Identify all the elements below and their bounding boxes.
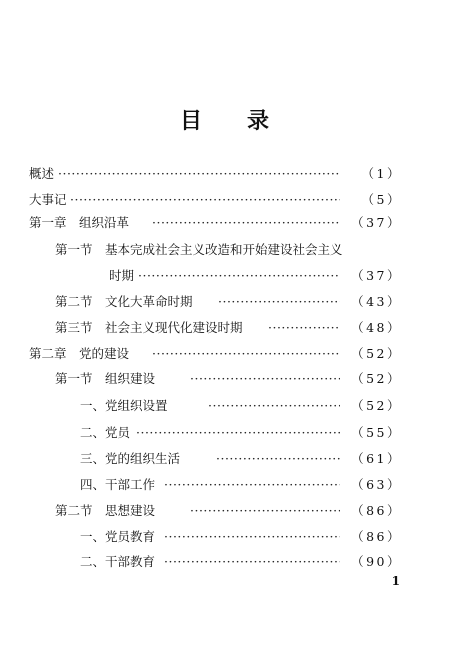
toc-entry: 第二节 文化大革命时期 ····· （43）	[0, 292, 450, 312]
toc-entry: 第二章 党的建设 ····· （52）	[0, 344, 450, 364]
toc-entry: 二、干部教育 ····· （90）	[0, 552, 450, 572]
page-number: 1	[391, 574, 400, 588]
toc-entry: 第三节 社会主义现代化建设时期 ····· （48）	[0, 318, 450, 338]
toc-entry: 一、党组织设置 ····· （52）	[0, 396, 450, 416]
toc-entry: 一、党员教育 ····· （86）	[0, 527, 450, 547]
toc-entry: 概述 ····· （1）	[0, 164, 450, 184]
toc-entry: 第一节 基本完成社会主义改造和开始建设社会主义	[55, 242, 343, 257]
toc-entry: 第二节 思想建设 ····· （86）	[0, 501, 450, 521]
toc-entry: 第一章 组织沿革 ····· （37）	[0, 213, 450, 233]
page-title	[0, 104, 450, 135]
toc-entry: 大事记 ····· （5）	[0, 190, 450, 210]
title-char-2: 录	[247, 108, 271, 134]
toc-entry: 四、干部工作 ····· （63）	[0, 475, 450, 495]
toc-entry: 三、党的组织生活 ····· （61）	[0, 449, 450, 469]
toc-entry: 时期 ····· （37）	[0, 266, 450, 286]
toc-entry: 二、党员 ····· （55）	[0, 423, 450, 443]
title-char-1: 目	[179, 108, 203, 134]
toc-entry: 第一节 组织建设 ····· （52）	[0, 369, 450, 389]
